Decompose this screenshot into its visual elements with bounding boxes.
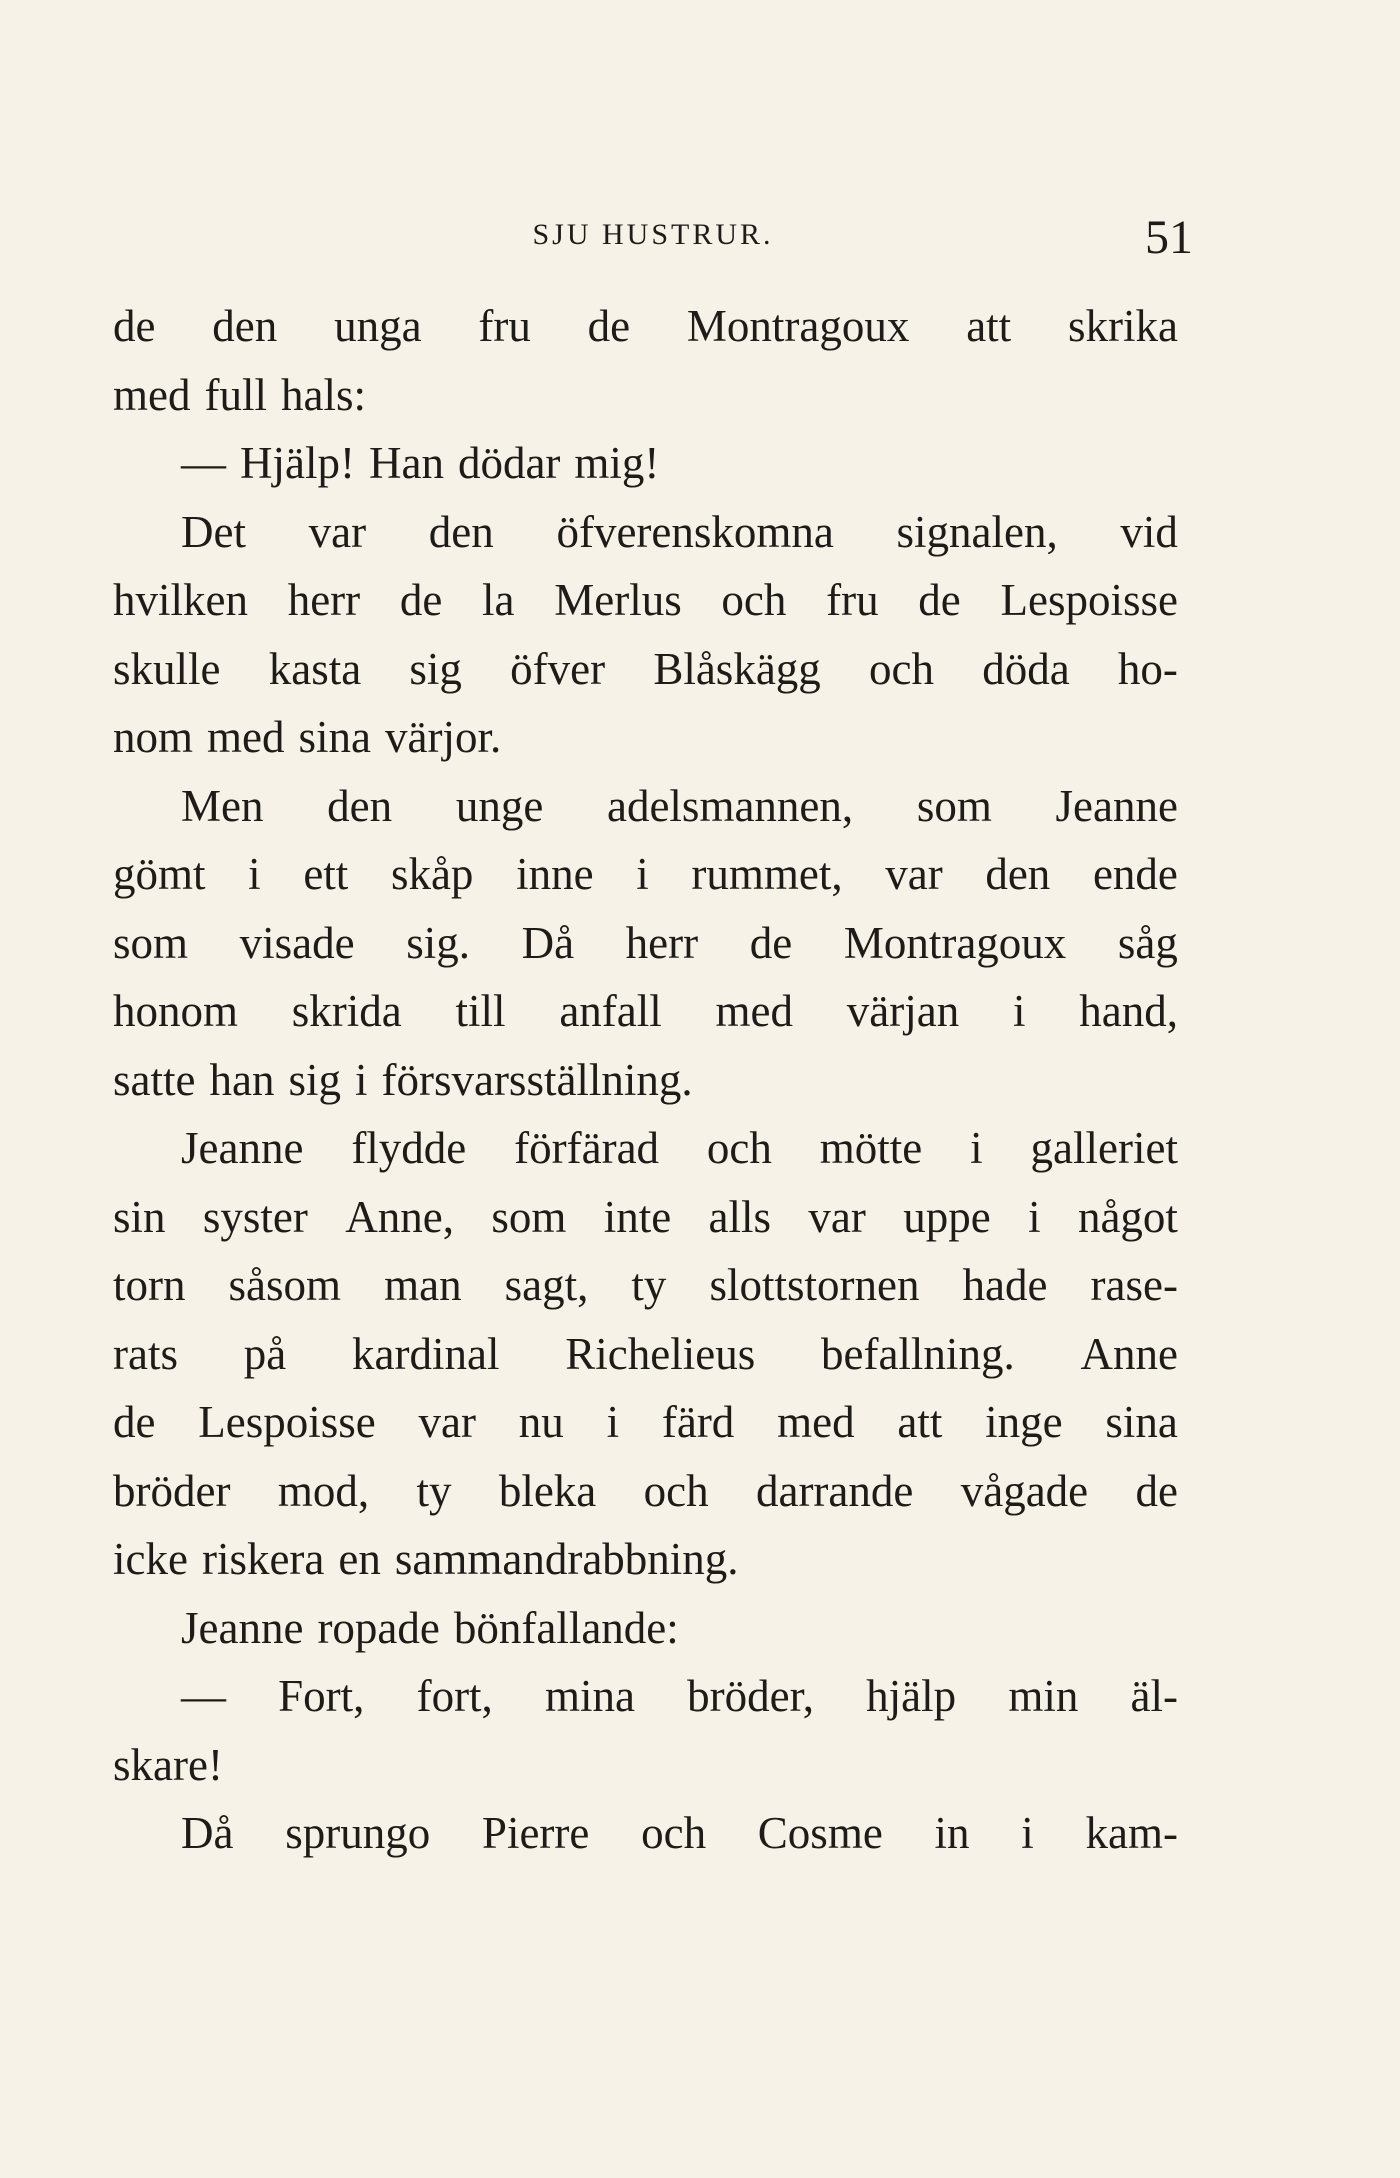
word: darrande: [755, 1465, 914, 1516]
text-line: [113, 1320, 1178, 1389]
word: hjälp: [866, 1671, 957, 1721]
word: de: [113, 301, 156, 351]
word: fru: [478, 301, 531, 351]
word: hals:: [280, 369, 366, 420]
word: var: [418, 1397, 476, 1447]
word: med: [207, 712, 285, 762]
word: skrika: [1067, 301, 1178, 351]
word: ende: [1092, 849, 1178, 899]
word: bleka: [498, 1465, 597, 1516]
word: i: [606, 1397, 620, 1447]
word: adelsmannen,: [606, 780, 854, 831]
body-text: [113, 292, 1178, 1868]
word: —: [181, 438, 226, 488]
word: såg: [1117, 917, 1178, 968]
word: riskera: [201, 1534, 325, 1584]
word: med: [113, 369, 191, 420]
text-line: [113, 1799, 1178, 1868]
word: befallning.: [821, 1328, 1015, 1379]
word: mina: [544, 1671, 635, 1721]
word: och: [706, 1123, 772, 1173]
word: gömt: [113, 849, 206, 899]
word: och: [641, 1808, 707, 1858]
word: alls: [708, 1191, 772, 1242]
word: hade: [962, 1260, 1048, 1310]
word: och: [643, 1465, 709, 1516]
word: äl-: [1130, 1671, 1178, 1721]
word: en: [338, 1534, 381, 1584]
text-line: [113, 1594, 1178, 1663]
word: med: [715, 986, 793, 1036]
word: Jeanne: [181, 1123, 304, 1173]
word: hvilken: [113, 575, 248, 625]
word: vid: [1120, 506, 1178, 557]
word: öfver: [510, 643, 606, 694]
text-line: [113, 1183, 1178, 1252]
word: som: [113, 917, 189, 968]
text-line: [113, 977, 1178, 1046]
word: —: [181, 1671, 226, 1721]
word: anfall: [559, 986, 662, 1036]
word: den: [428, 506, 494, 557]
word: Anne: [1080, 1328, 1178, 1379]
word: fru: [826, 575, 879, 625]
word: Richelieus: [565, 1328, 756, 1379]
word: sina: [1105, 1397, 1178, 1447]
word: i: [248, 849, 261, 899]
word: Blåskägg: [653, 643, 821, 694]
word: i: [1021, 1808, 1034, 1858]
word: Lespoisse: [1000, 575, 1178, 625]
word: min: [1008, 1671, 1079, 1721]
text-line: [113, 1457, 1178, 1526]
text-line: [113, 566, 1178, 635]
word: Lespoisse: [198, 1397, 376, 1447]
word: in: [934, 1808, 970, 1858]
word: Han: [368, 438, 444, 488]
word: mod,: [277, 1465, 370, 1516]
word: sina: [298, 712, 371, 762]
word: försvarsställning.: [381, 1054, 693, 1105]
word: i: [1012, 986, 1026, 1036]
word: de: [113, 1397, 156, 1447]
word: de: [399, 575, 443, 625]
page-number: 51: [1145, 211, 1193, 264]
word: dödar: [457, 438, 561, 488]
word: den: [985, 849, 1051, 899]
word: man: [384, 1260, 462, 1310]
word: inge: [985, 1397, 1063, 1447]
word: Då: [521, 917, 575, 968]
word: Montragoux: [843, 917, 1067, 968]
word: öfverenskomna: [556, 506, 834, 557]
text-line: [113, 840, 1178, 909]
word: ett: [303, 849, 349, 899]
word: torn: [113, 1260, 186, 1310]
word: ropade: [317, 1602, 440, 1653]
text-line: [113, 1388, 1178, 1457]
word: skrida: [291, 986, 402, 1036]
word: signalen,: [896, 506, 1058, 557]
word: i: [970, 1123, 983, 1173]
word: den: [327, 780, 393, 831]
word: de: [749, 917, 793, 968]
word: de: [1135, 1465, 1178, 1516]
word: sprungo: [285, 1808, 431, 1858]
word: i: [354, 1054, 368, 1105]
text-line: [113, 772, 1178, 841]
word: sagt,: [504, 1260, 589, 1310]
word: som: [916, 780, 992, 831]
word: att: [897, 1397, 943, 1447]
word: mig!: [574, 438, 660, 488]
word: Merlus: [554, 575, 682, 625]
running-title: SJU HUSTRUR.: [532, 218, 774, 251]
word: var: [808, 1191, 866, 1242]
word: Men: [181, 780, 264, 831]
word: den: [212, 301, 278, 351]
word: sammandrabbning.: [394, 1534, 739, 1584]
word: syster: [202, 1191, 308, 1242]
word: vågade: [960, 1465, 1089, 1516]
word: sig.: [406, 917, 470, 968]
word: såsom: [228, 1260, 342, 1310]
word: värjor.: [385, 712, 502, 762]
text-line: [113, 703, 1178, 772]
word: var: [308, 506, 367, 557]
word: som: [491, 1191, 567, 1242]
word: herr: [287, 575, 361, 625]
text-line: [113, 1731, 1178, 1800]
word: skare!: [113, 1739, 223, 1790]
word: inte: [603, 1191, 672, 1242]
word: ty: [631, 1260, 667, 1310]
word: kam-: [1085, 1808, 1178, 1858]
text-line: [113, 1251, 1178, 1320]
word: icke: [113, 1534, 188, 1584]
word: döda: [982, 643, 1070, 694]
word: skåp: [390, 849, 474, 899]
word: med: [777, 1397, 855, 1447]
word: bröder,: [687, 1671, 815, 1721]
word: sin: [113, 1191, 166, 1242]
text-line: [113, 292, 1178, 361]
word: fort,: [416, 1671, 493, 1721]
word: hand,: [1079, 986, 1178, 1036]
word: var: [885, 849, 943, 899]
word: sig: [409, 643, 462, 694]
word: skulle: [113, 643, 221, 694]
word: Det: [181, 506, 246, 557]
word: kasta: [268, 643, 362, 694]
word: Jeanne: [1055, 780, 1178, 831]
word: nom: [113, 712, 194, 762]
word: och: [869, 643, 934, 694]
text-line: [113, 361, 1178, 430]
word: ho-: [1117, 643, 1178, 694]
word: och: [721, 575, 787, 625]
word: rase-: [1090, 1260, 1178, 1310]
word: till: [455, 986, 506, 1036]
word: kardinal: [352, 1328, 500, 1379]
word: ty: [416, 1465, 452, 1516]
word: något: [1077, 1191, 1178, 1242]
word: unga: [334, 301, 422, 351]
word: visade: [239, 917, 355, 968]
text-line: [113, 909, 1178, 978]
word: honom: [113, 986, 239, 1036]
word: förfärad: [514, 1123, 660, 1173]
text-line: [113, 498, 1178, 567]
text-line: [113, 1046, 1178, 1115]
word: sig: [288, 1054, 341, 1105]
word: uppe: [903, 1191, 991, 1242]
word: färd: [661, 1397, 735, 1447]
text-line: [113, 635, 1178, 704]
word: unge: [455, 780, 544, 831]
word: galleriet: [1030, 1123, 1178, 1173]
word: Hjälp!: [240, 438, 355, 488]
word: rats: [113, 1328, 178, 1379]
word: han: [209, 1054, 275, 1105]
word: mötte: [819, 1123, 923, 1173]
word: flydde: [351, 1123, 467, 1173]
word: slottstornen: [709, 1260, 920, 1310]
word: i: [636, 849, 649, 899]
text-line: [113, 429, 1178, 498]
word: herr: [625, 917, 699, 968]
text-line: [113, 1525, 1178, 1594]
word: satte: [113, 1054, 196, 1105]
word: bröder: [113, 1465, 231, 1516]
word: Jeanne: [181, 1602, 304, 1653]
word: i: [1028, 1191, 1041, 1242]
text-line: [113, 1662, 1178, 1731]
word: Montragoux: [686, 301, 910, 351]
running-head: [113, 210, 1193, 270]
word: Anne,: [345, 1191, 454, 1242]
word: Cosme: [757, 1808, 883, 1858]
word: att: [966, 301, 1012, 351]
word: de: [918, 575, 961, 625]
word: värjan: [846, 986, 960, 1036]
word: de: [587, 301, 631, 351]
word: Då: [181, 1808, 234, 1858]
text-line: [113, 1114, 1178, 1183]
word: Fort,: [278, 1671, 365, 1721]
word: la: [482, 575, 515, 625]
word: på: [243, 1328, 287, 1379]
word: nu: [518, 1397, 564, 1447]
word: Pierre: [481, 1808, 590, 1858]
word: bönfallande:: [453, 1602, 679, 1653]
word: rummet,: [691, 849, 843, 899]
word: inne: [516, 849, 594, 899]
word: full: [204, 369, 267, 420]
